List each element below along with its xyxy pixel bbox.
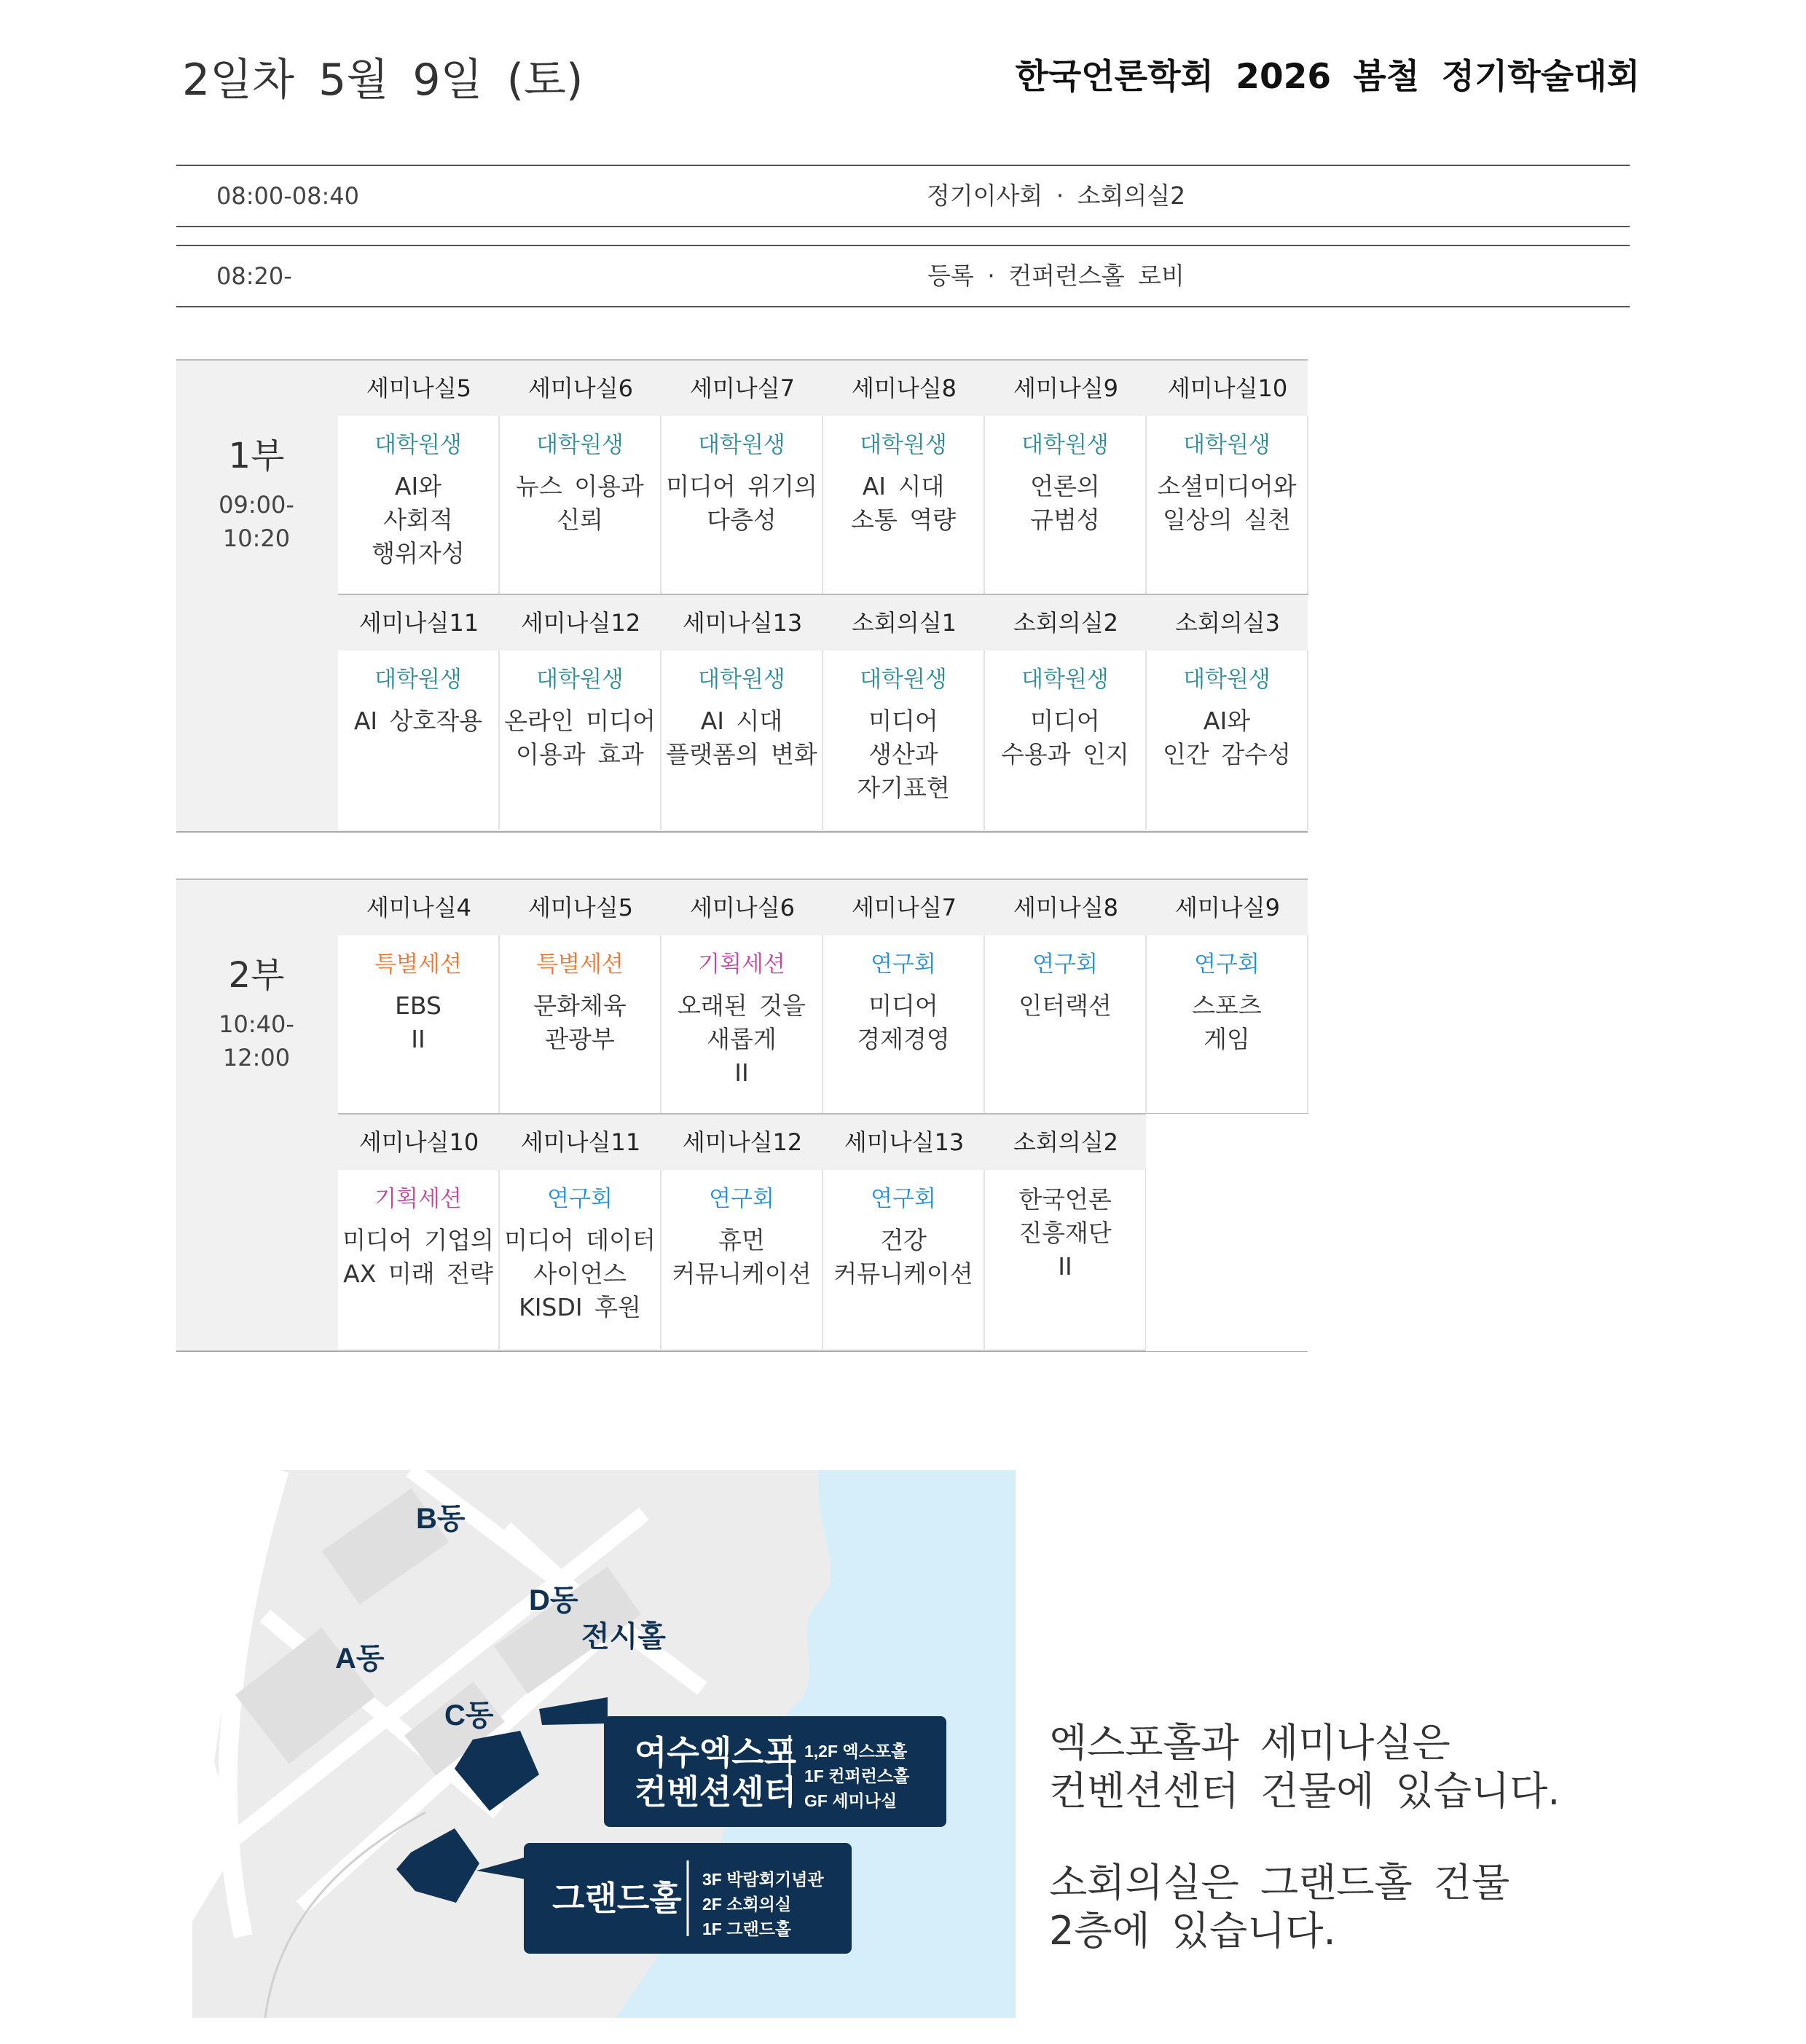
session-title: AI 시대 소통 역량	[850, 472, 956, 534]
map-label-d: D동	[529, 1584, 578, 1616]
map-label-exhibit: 전시홀	[581, 1621, 666, 1653]
session-category: 특별세션	[374, 951, 462, 978]
session-cell	[500, 416, 661, 594]
map-label-b: B동	[416, 1503, 466, 1535]
session-title: AI 시대 플랫폼의 변화	[666, 707, 817, 769]
session-title: AI와 인간 감수성	[1163, 707, 1291, 769]
day-title: 2일차 5월 9일 (토)	[182, 55, 584, 106]
room-header: 세미나실5	[527, 894, 633, 921]
session-cell	[823, 650, 985, 830]
grand-hall-name: 그랜드홀	[552, 1879, 682, 1917]
pre-event-desc: 등록 · 컨퍼런스홀 로비	[927, 262, 1185, 290]
session-category: 대학원생	[374, 667, 462, 693]
map-label-c: C동	[444, 1699, 494, 1731]
session-category: 대학원생	[1183, 667, 1271, 693]
room-header: 세미나실6	[527, 374, 633, 402]
map-label-a: A동	[335, 1643, 385, 1675]
session-category: 연구회	[871, 951, 936, 978]
session-cell	[661, 1170, 823, 1349]
session-cell	[823, 1170, 985, 1349]
session-title: 미디어 생산과 자기표현	[857, 707, 950, 802]
session-category: 특별세션	[536, 951, 624, 978]
session-cell	[823, 416, 985, 594]
session-cell	[500, 1170, 661, 1349]
session-category: 기획세션	[698, 951, 785, 978]
session-title: AI 상호작용	[353, 707, 483, 735]
note-line: 2층에 있습니다.	[1049, 1908, 1336, 1954]
grand-floor: 1F 그랜드홀	[702, 1919, 792, 1938]
session-title: 인터랙션	[1018, 991, 1112, 1020]
conference-title: 한국언론학회 2026 봄철 정기학술대회	[1015, 57, 1640, 97]
session-category: 연구회	[871, 1186, 936, 1212]
room-header: 세미나실4	[366, 894, 471, 921]
part2-label	[176, 947, 337, 1074]
room-header: 세미나실7	[851, 894, 957, 921]
room-header: 세미나실10	[1167, 374, 1288, 402]
grand-floor: 3F 박람회기념관	[702, 1870, 824, 1889]
session-title: 미디어 위기의 다층성	[666, 472, 817, 534]
session-cell	[338, 935, 500, 1113]
session-category: 대학원생	[1021, 432, 1109, 458]
session-cell	[338, 650, 500, 830]
pre-event-row	[176, 245, 1630, 307]
pre-event-row	[176, 165, 1630, 227]
session-category: 연구회	[1194, 951, 1260, 978]
room-header: 세미나실8	[1013, 894, 1118, 921]
session-cell	[985, 650, 1147, 830]
part1-block	[176, 359, 1308, 833]
session-title: 오래된 것을 새롭게 II	[678, 991, 806, 1087]
session-category: 대학원생	[1183, 432, 1271, 458]
session-title: 휴먼 커뮤니케이션	[672, 1226, 812, 1288]
convention-floor: 1,2F 엑스포홀	[804, 1742, 908, 1761]
note-line: 엑스포홀과 세미나실은	[1049, 1720, 1450, 1766]
note-line: 소회의실은 그랜드홀 건물	[1049, 1860, 1510, 1906]
part-name: 1부	[228, 436, 285, 476]
room-header: 세미나실9	[1013, 374, 1118, 402]
session-title: AI와 사회적 행위자성	[372, 472, 465, 567]
session-cell	[1147, 650, 1308, 830]
convention-floor: 1F 컨퍼런스홀	[804, 1766, 910, 1785]
session-title: 소셜미디어와 일상의 실천	[1157, 472, 1297, 534]
session-category: 연구회	[1032, 951, 1098, 978]
part-name: 2부	[228, 955, 285, 996]
session-category: 연구회	[709, 1186, 774, 1212]
part-time-end: 12:00	[222, 1044, 291, 1072]
room-header: 세미나실5	[366, 374, 471, 402]
map-illustration	[192, 1470, 1016, 2018]
session-cell	[661, 416, 823, 594]
grand-floor: 2F 소회의실	[702, 1895, 792, 1914]
session-cell	[500, 935, 661, 1113]
session-cell	[661, 650, 823, 830]
room-header: 세미나실11	[358, 609, 479, 637]
session-title: 건강 커뮤니케이션	[833, 1226, 973, 1288]
session-category: 대학원생	[860, 667, 947, 693]
pre-event-desc: 정기이사회 · 소회의실2	[926, 181, 1186, 210]
session-cell	[985, 416, 1147, 594]
room-header: 소회의실1	[851, 609, 957, 637]
session-title: 온라인 미디어 이용과 효과	[504, 707, 656, 769]
session-category: 대학원생	[536, 432, 624, 458]
session-title: 미디어 기업의 AX 미래 전략	[342, 1226, 494, 1288]
note-line: 컨벤션센터 건물에 있습니다.	[1049, 1768, 1560, 1814]
room-header: 세미나실6	[689, 894, 795, 921]
session-cell	[1147, 935, 1308, 1113]
pre-event-time: 08:20-	[216, 262, 292, 290]
part2-block	[176, 878, 1308, 1352]
part-time-start: 09:00-	[219, 491, 294, 519]
session-category: 대학원생	[860, 432, 947, 458]
session-cell	[985, 935, 1147, 1113]
session-category: 기획세션	[374, 1186, 462, 1212]
room-header: 세미나실12	[520, 609, 641, 637]
venue-map	[192, 1470, 1016, 2018]
session-title: 언론의 규범성	[1030, 472, 1100, 534]
session-category: 연구회	[547, 1186, 613, 1212]
session-cell	[500, 650, 661, 830]
session-title: 스포츠 게임	[1192, 991, 1262, 1053]
session-title: 한국언론 진흥재단 II	[1018, 1185, 1112, 1281]
session-title: 문화체육 관광부	[533, 991, 627, 1053]
session-title: 미디어 데이터 사이언스 KISDI 후원	[504, 1226, 656, 1321]
session-cell	[1147, 416, 1308, 594]
room-header: 세미나실7	[689, 374, 795, 402]
room-header: 세미나실9	[1174, 894, 1280, 921]
room-header: 세미나실13	[682, 609, 803, 637]
session-cell	[338, 416, 500, 594]
session-cell	[985, 1170, 1147, 1349]
part-time-end: 10:20	[222, 524, 291, 552]
part1-label	[176, 428, 337, 555]
location-note	[1049, 1719, 1560, 1955]
room-header: 소회의실2	[1013, 1128, 1118, 1156]
session-cell	[823, 935, 985, 1113]
room-header: 소회의실2	[1013, 609, 1118, 637]
session-category: 대학원생	[698, 667, 785, 693]
session-title: 미디어 경제경영	[857, 991, 950, 1053]
part-time-start: 10:40-	[219, 1010, 294, 1038]
convention-name-1: 여수엑스포	[635, 1734, 797, 1772]
session-category: 대학원생	[374, 432, 462, 458]
session-category: 대학원생	[698, 432, 785, 458]
room-header: 세미나실12	[682, 1128, 803, 1156]
empty-slot	[1146, 1114, 1309, 1351]
session-title: 미디어 수용과 인지	[1001, 707, 1129, 769]
session-title: EBS II	[395, 991, 441, 1053]
room-header: 세미나실13	[844, 1128, 965, 1156]
session-title: 뉴스 이용과 신뢰	[516, 472, 644, 534]
session-cell	[661, 935, 823, 1113]
room-header: 소회의실3	[1174, 609, 1280, 637]
convention-floor: GF 세미나실	[804, 1791, 898, 1810]
pre-event-time: 08:00-08:40	[216, 182, 359, 210]
session-category: 대학원생	[536, 667, 624, 693]
session-category: 대학원생	[1021, 667, 1109, 693]
room-header: 세미나실10	[358, 1128, 479, 1156]
session-cell	[338, 1170, 500, 1349]
room-header: 세미나실8	[851, 374, 957, 402]
convention-name-2: 컨벤션센터	[635, 1773, 797, 1811]
room-header: 세미나실11	[520, 1128, 641, 1156]
